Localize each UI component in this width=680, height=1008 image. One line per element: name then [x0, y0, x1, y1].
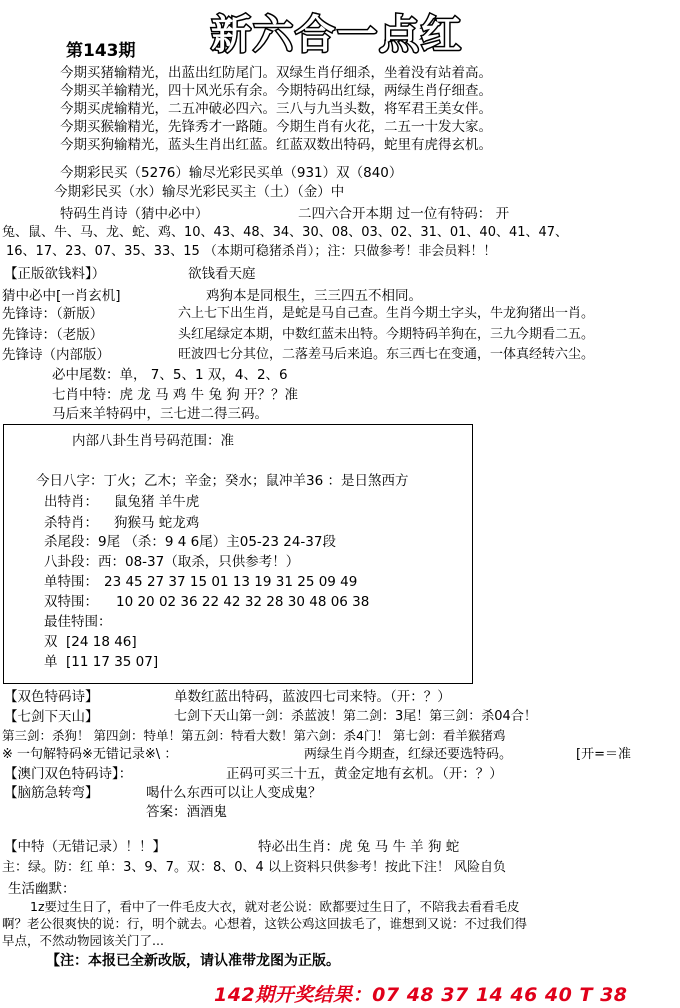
naojin-answer: 答案：酒酒鬼: [146, 804, 227, 820]
zhengban-text: 欲钱看天庭: [188, 266, 256, 282]
humor-line: 啊？老公很爽快的说：行，明个就去。心想着，这铁公鸡这回拔毛了，谁想到又说：不过我们得: [2, 916, 528, 931]
sha-label: 杀特肖：: [44, 515, 98, 531]
best-label: 最佳特围：: [44, 614, 112, 630]
svg-text:新六合一点红: 新六合一点红: [211, 12, 463, 58]
zhongte-label: 【中特（无错记录）！！】: [4, 839, 166, 855]
qijian-line: 七剑下天山第一剑：杀蓝波！第二剑：3尾！第三剑：杀04合！: [174, 709, 537, 724]
numbers-line: 兔、鼠、牛、马、龙、蛇、鸡、10、43、48、34、30、08、03、02、31、01、40、41、47、: [2, 225, 569, 240]
chu-label: 出特肖：: [44, 494, 98, 510]
zhu-line: 主：绿。防：红 单：3、9、7。双：8、0、4 以上资料只供参考！按此下注！ 风险自负: [2, 860, 507, 875]
teshu-text: 二四六合开本期 过一位有特码： 开: [298, 206, 510, 222]
shawei-line: 杀尾段：9尾 （杀：9 4 6尾）主05-23 24-37段: [44, 534, 336, 550]
xianfeng-label: 先锋诗：（老版）: [2, 327, 104, 343]
shuangte-label: 双特围：: [44, 594, 98, 610]
mahou-line: 马后来羊特码中，三七进二得三码。: [52, 406, 268, 422]
newspaper-logo: [192, 6, 482, 58]
naojin-question: 喝什么东西可以让人变成鬼？: [146, 785, 322, 801]
chu-value: 鼠兔猪 羊牛虎: [114, 494, 200, 510]
qijian-label: 【七剑下天山】: [4, 709, 99, 725]
xianfeng-text: 旺波四七分其位，二落差马后来追。东三西七在变通，一体真经转六尘。: [178, 347, 595, 362]
aomen-text: 正码可买三十五，黄金定地有玄机。（开：？）: [226, 766, 503, 782]
lottery-line: 今期彩民买（水）输尽光彩民买主（土）（金）中: [54, 184, 345, 200]
intro-line: 今期买猪输精光，出蓝出红防尾门。双绿生肖仔细杀，坐着没有站着高。: [60, 65, 492, 81]
intro-line: 今期买猴输精光，先锋秀才一路随。今期生肖有火花，二五一十发大家。: [60, 119, 492, 135]
caizhong-text: 鸡狗本是同根生，三三四五不相同。: [206, 288, 422, 304]
teshu-label: 特码生肖诗（猜中必中）: [60, 206, 209, 222]
intro-line: 今期买虎输精光，二五冲破必四六。三八与九当头数，将军君王美女伴。: [60, 101, 492, 117]
numbers-line: 16、17、23、07、35、33、15 （本期可稳猪杀肖）；注：只做参考！非会员料！！: [6, 244, 497, 259]
shuangse-label: 【双色特码诗】: [4, 689, 99, 705]
xianfeng-text: 头红尾绿定本期，中数红蓝未出特。今期特码羊狗在，三九今期看二五。: [178, 327, 595, 342]
shuangte-value: 10 20 02 36 22 42 32 28 30 48 06 38: [116, 594, 370, 610]
bazi-line: 今日八字：丁火；乙木；辛金；癸水；鼠冲羊36 ：是日煞西方: [36, 473, 409, 489]
intro-line: 今期买羊输精光，四十风光乐有余。今期特码出红绿，两绿生肖仔细查。: [60, 83, 492, 99]
zhengban-label: 【正版欲钱料】）: [4, 266, 106, 282]
aomen-label: 【澳门双色特码诗】：: [4, 766, 133, 782]
shuang-value: [24 18 46]: [66, 634, 137, 650]
dan-label: 单: [44, 654, 58, 670]
issue-number: 第143期: [66, 41, 136, 61]
humor-title: 生活幽默：: [8, 881, 76, 897]
dante-label: 单特围：: [44, 574, 98, 590]
sha-value: 狗猴马 蛇龙鸡: [114, 515, 200, 531]
intro-block: [60, 64, 492, 154]
zhongte-text: 特必出生肖：虎 兔 马 牛 羊 狗 蛇: [258, 839, 460, 855]
naojin-label: 【脑筋急转弯】: [4, 785, 99, 801]
intro-line: 今期买狗输精光，蓝头生肖出红蓝。红蓝双数出特码，蛇里有虎得玄机。: [60, 137, 492, 153]
yiju-text: 两绿生肖今期查，红绿还要选特码。: [304, 747, 513, 762]
qixiao-line: 七肖中特：虎 龙 马 鸡 牛 兔 狗 开？？准: [52, 387, 299, 403]
box-title: 内部八卦生肖号码范围：准: [72, 433, 234, 449]
yiju-label: ※ 一句解特码※无错记录※\ ：: [2, 747, 178, 762]
shuang-label: 双: [44, 634, 58, 650]
xianfeng-text: 六上七下出生肖，是蛇是马自己查。生肖今期土字头，牛龙狗猪出一肖。: [178, 306, 595, 321]
qijian-line: 第三剑：杀狗！ 第四剑：特单！第五剑：特看大数！第六剑：杀4门！ 第七剑：看羊猴猪鸡: [2, 728, 506, 743]
bagua-line: 八卦段：西：08-37（取杀，只供参考！）: [44, 554, 300, 570]
xianfeng-label: 先锋诗：（新版）: [2, 306, 104, 322]
caizhong-label: 猜中必中[一肖玄机]: [2, 288, 121, 304]
result-line: 142期开奖结果：07 48 37 14 46 40 T 38: [214, 984, 628, 1006]
humor-line: 早点，不然动物园该关门了...: [2, 933, 164, 948]
dante-value: 23 45 27 37 15 01 13 19 31 25 09 49: [104, 574, 358, 590]
tail-numbers: 必中尾数：单， 7、5、1 双，4、2、6: [52, 367, 288, 383]
dan-value: [11 17 35 07]: [66, 654, 159, 670]
humor-line: 1z要过生日了，看中了一件毛皮大衣，就对老公说：欧都要过生日了，不陪我去看看毛皮: [30, 899, 520, 914]
xianfeng-label: 先锋诗（内部版）: [2, 347, 110, 363]
lottery-line: 今期彩民买（5276）输尽光彩民买单（931）双（840）: [60, 165, 403, 181]
shuangse-text: 单数红蓝出特码，蓝波四七司来特。（开：？）: [174, 689, 451, 705]
notice-line: 【注：本报已全新改版，请认准带龙图为正版。: [46, 953, 340, 969]
yiju-mark: [开=＝准: [576, 747, 631, 762]
